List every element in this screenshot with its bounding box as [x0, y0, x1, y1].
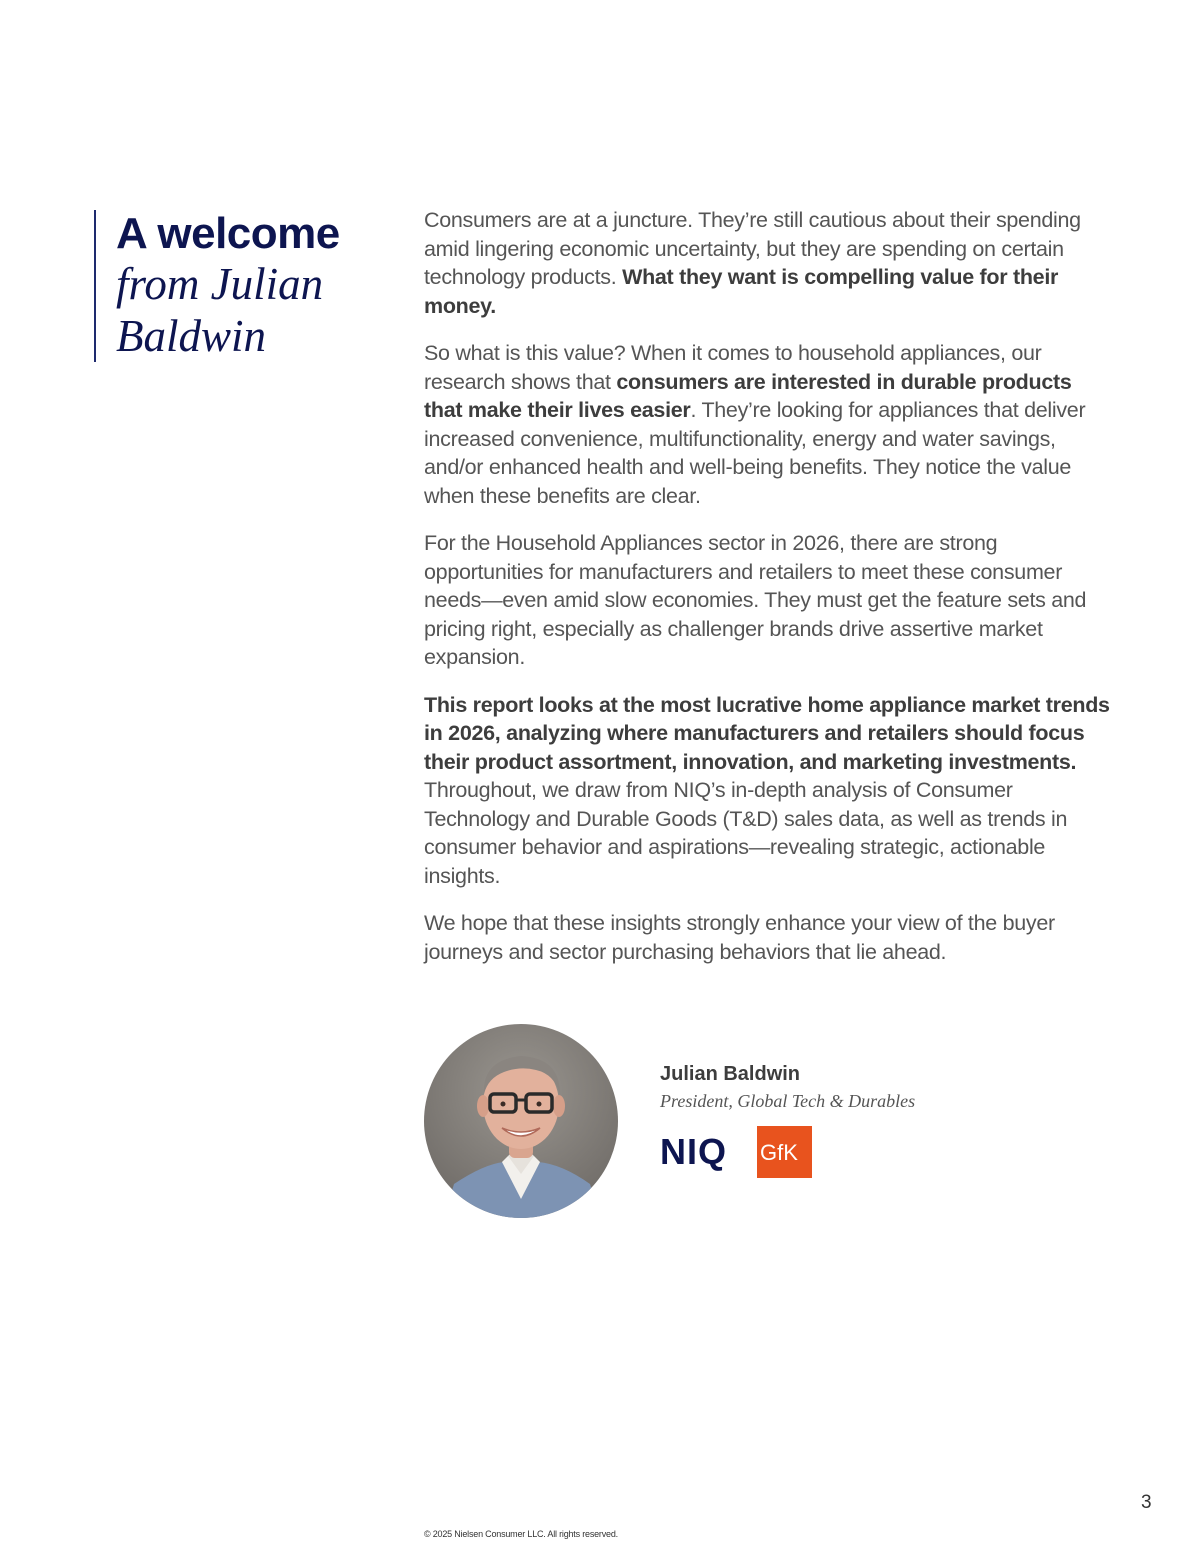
- paragraph-4-bold: This report looks at the most lucrative home appliance market trends in 2026, analyzing where manufacturers and retailers should focus their product assortment, innovation, and marketing investments.: [424, 692, 1110, 774]
- paragraph-2-bold: consumers are interested in durable products that make their lives easier: [424, 369, 1072, 422]
- paragraph-3: [424, 529, 1114, 672]
- portrait-illustration: [424, 1024, 618, 1218]
- paragraph-3-text: For the Household Appliances sector in 2026, there are strong opportunities for manufacturers and retailers to meet these consumer needs—even amid slow economies. They must get the feature sets and pricing right, especially as challenger brands drive assertive market expansion.: [424, 531, 1087, 669]
- page-title: [94, 210, 406, 362]
- paragraph-2-post: . They’re looking for appliances that deliver increased convenience, multifunctionality, energy and water savings, and/or enhanced health and well-being benefits. They notice the value when these benefits are clear.: [424, 398, 1086, 508]
- gfk-logo: GfK: [760, 1140, 798, 1165]
- paragraph-2-pre: So what is this value? When it comes to household appliances, our research shows that: [424, 341, 1042, 394]
- title-baldwin: Baldwin: [116, 311, 267, 361]
- paragraph-5: [424, 909, 1114, 966]
- paragraph-2: [424, 339, 1114, 510]
- signature-block: [660, 1062, 1060, 1116]
- paragraph-4: [424, 691, 1114, 891]
- paragraph-4-post: Throughout, we draw from NIQ’s in-depth analysis of Consumer Technology and Durable Goods (T&D) sales data, as well as trends in consumer behavior and aspirations—revealing strategic, actionable insights.: [424, 778, 1068, 888]
- author-name: Julian Baldwin: [660, 1063, 801, 1085]
- logo-graphics: [660, 1122, 860, 1182]
- author-photo: [424, 1024, 618, 1218]
- brand-logos: [660, 1122, 860, 1182]
- paragraph-1-text: Consumers are at a juncture. They’re still cautious about their spending amid lingering economic uncertainty, but they are spending on certain technology products.: [424, 208, 1081, 289]
- niq-logo: NIQ: [660, 1131, 728, 1172]
- paragraph-1-bold: What they want is compelling value for their money.: [424, 265, 1059, 318]
- author-role: President, Global Tech & Durables: [660, 1091, 916, 1111]
- title-from-julian: from Julian: [116, 259, 324, 309]
- paragraph-5-text: We hope that these insights strongly enhance your view of the buyer journeys and sector purchasing behaviors that lie ahead.: [424, 911, 1055, 964]
- page-number: 3: [1141, 1492, 1152, 1513]
- title-welcome: A welcome: [116, 209, 340, 258]
- welcome-letter: [424, 206, 1114, 985]
- copyright-footer: © 2025 Nielsen Consumer LLC. All rights reserved.: [424, 1529, 618, 1539]
- paragraph-1: [424, 206, 1114, 320]
